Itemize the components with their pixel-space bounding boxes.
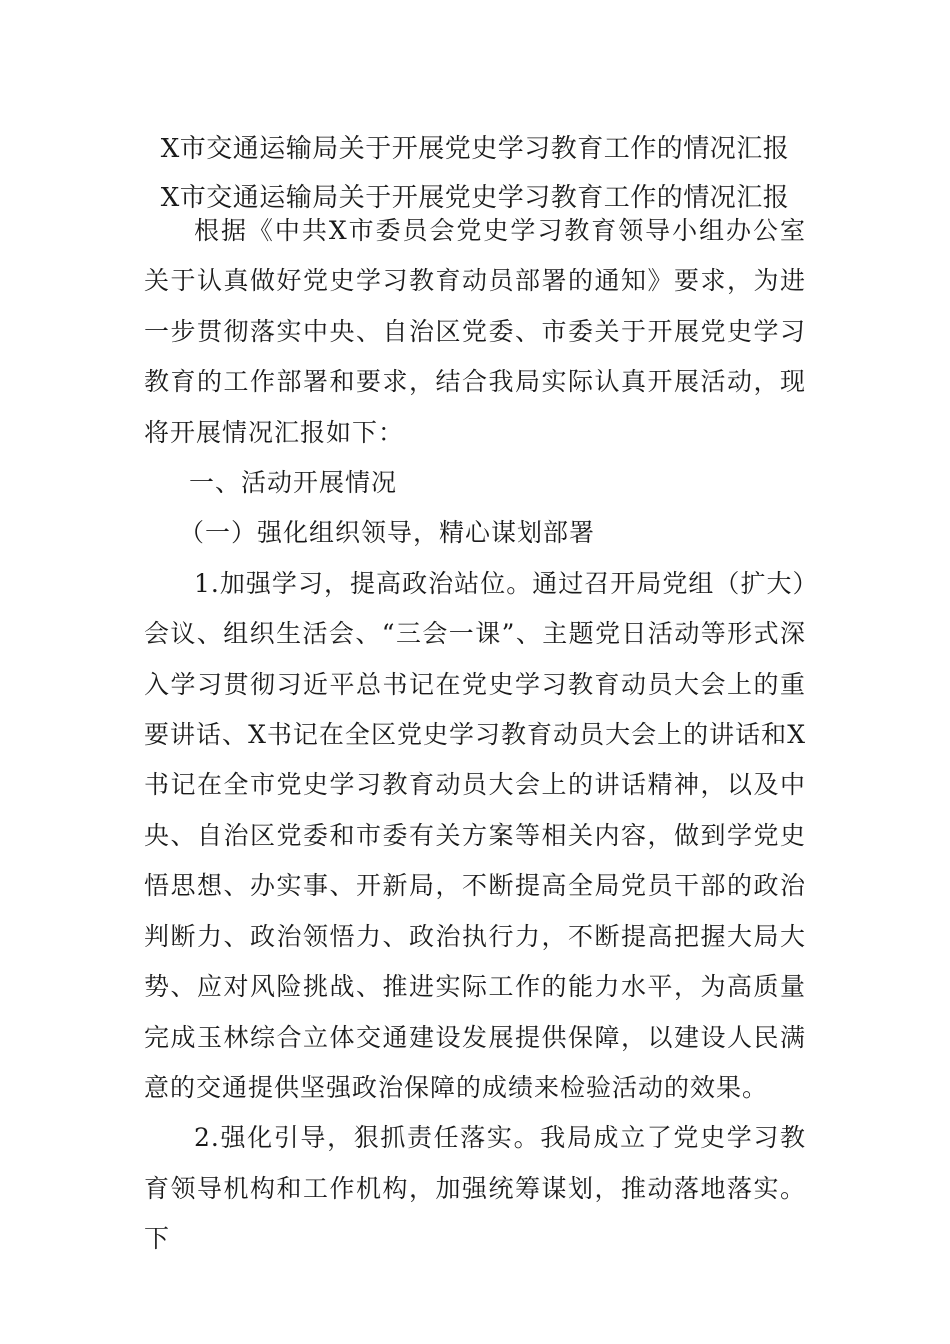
document-body xyxy=(144,206,806,1265)
section-heading: 一、活动开展情况 xyxy=(189,468,398,498)
subsection-heading: （一）强化组织领导，精心谋划部署 xyxy=(179,518,596,548)
document-title: X市交通运输局关于开展党史学习教育工作的情况汇报 xyxy=(160,134,790,164)
item-paragraph-1: 1.加强学习，提高政治站位。通过召开局党组（扩大）会议、组织生活会、“三会一课”、主题党日活动等形式深入学习贯彻习近平总书记在党史学习教育动员大会上的重要讲话、X书记在全区党史学习教育动员大会上的讲话和X书记在全市党史学习教育动员大会上的讲话精神，以及中央、自治区党委和市委有关方案等相关内容，做到学党史悟思想、办实事、开新局，不断提高全局党员干部的政治判断力、政治领悟力、政治执行力，不断提高把握大局大势、应对风险挑战、推进实际工作的能力水平，为高质量完成玉林综合立体交通建设发展提供保障，以建设人民满意的交通提供坚强政治保障的成绩来检验活动的效果。 xyxy=(144,568,806,1102)
item-paragraph-2: 2.强化引导，狠抓责任落实。我局成立了党史学习教育领导机构和工作机构，加强统筹谋划，推动落地落实。下 xyxy=(144,1123,806,1254)
document-subtitle: X市交通运输局关于开展党史学习教育工作的情况汇报 xyxy=(160,183,790,213)
intro-paragraph: 根据《中共X市委员会党史学习教育领导小组办公室关于认真做好党史学习教育动员部署的通知》要求，为进一步贯彻落实中央、自治区党委、市委关于开展党史学习教育的工作部署和要求，结合我局实际认真开展活动，现将开展情况汇报如下： xyxy=(144,216,806,447)
